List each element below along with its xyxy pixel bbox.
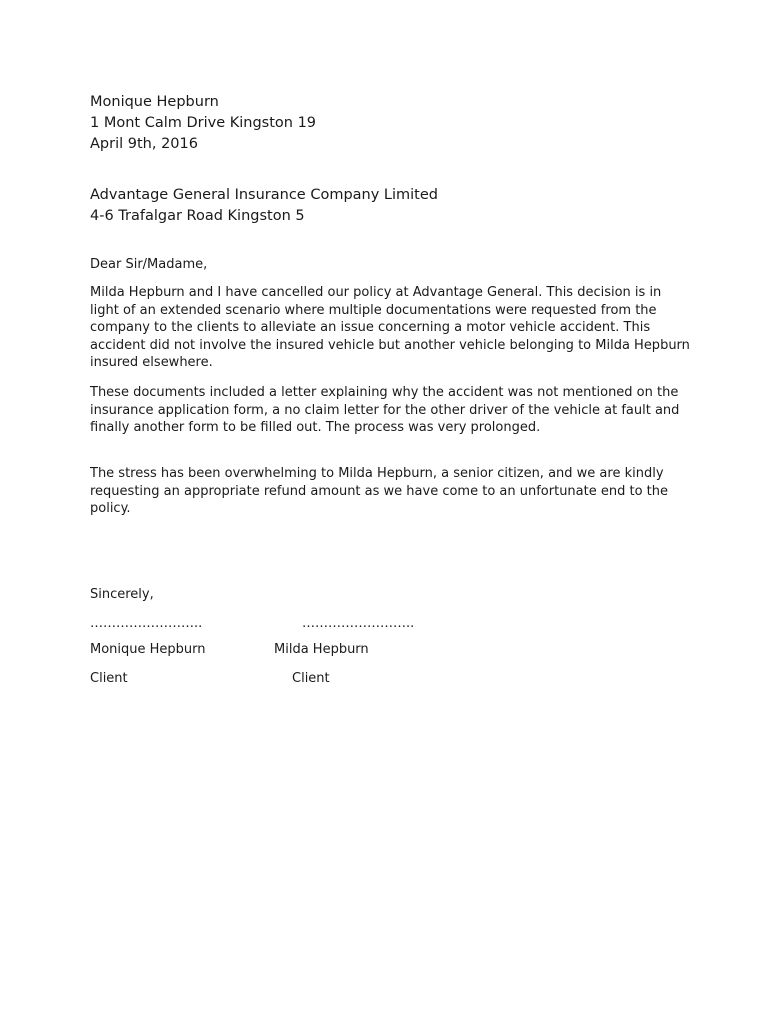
letter-date: April 9th, 2016	[90, 136, 198, 152]
signature-line-2: ……………………..	[302, 616, 415, 631]
signatory-name-1: Monique Hepburn	[90, 642, 206, 657]
signatory-role-2: Client	[292, 671, 330, 686]
signature-line-1: ……………………..	[90, 616, 203, 631]
recipient-block	[90, 185, 690, 227]
body-paragraph-2: These documents included a letter explaining why the accident was not mentioned on the insurance application form, a no claim letter for the other driver of the vehicle at fault and finally another form to be filled out. The process was very prolonged.	[90, 385, 680, 435]
signatory-name-2: Milda Hepburn	[274, 642, 369, 657]
body-paragraph-3: The stress has been overwhelming to Milda Hepburn, a senior citizen, and we are kindly requesting an appropriate refund amount as we have come to an unfortunate end to the policy.	[90, 466, 669, 516]
closing: Sincerely,	[90, 587, 154, 602]
sender-address: 1 Mont Calm Drive Kingston 19	[90, 115, 317, 131]
sender-block	[90, 92, 690, 155]
recipient-company: Advantage General Insurance Company Limited	[90, 187, 438, 203]
signatory-role-1: Client	[90, 671, 128, 686]
recipient-address: 4-6 Trafalgar Road Kingston 5	[90, 208, 305, 224]
body-paragraph-1: Milda Hepburn and I have cancelled our policy at Advantage General. This decision is in light of an extended scenario where multiple documentations were requested from the company to the clients to alleviate an issue concerning a motor vehicle accident. This accident did not involve the insured vehicle but another vehicle belonging to Milda Hepburn insured elsewhere.	[90, 285, 690, 370]
salutation: Dear Sir/Madame,	[90, 257, 208, 272]
sender-name: Monique Hepburn	[90, 94, 219, 110]
